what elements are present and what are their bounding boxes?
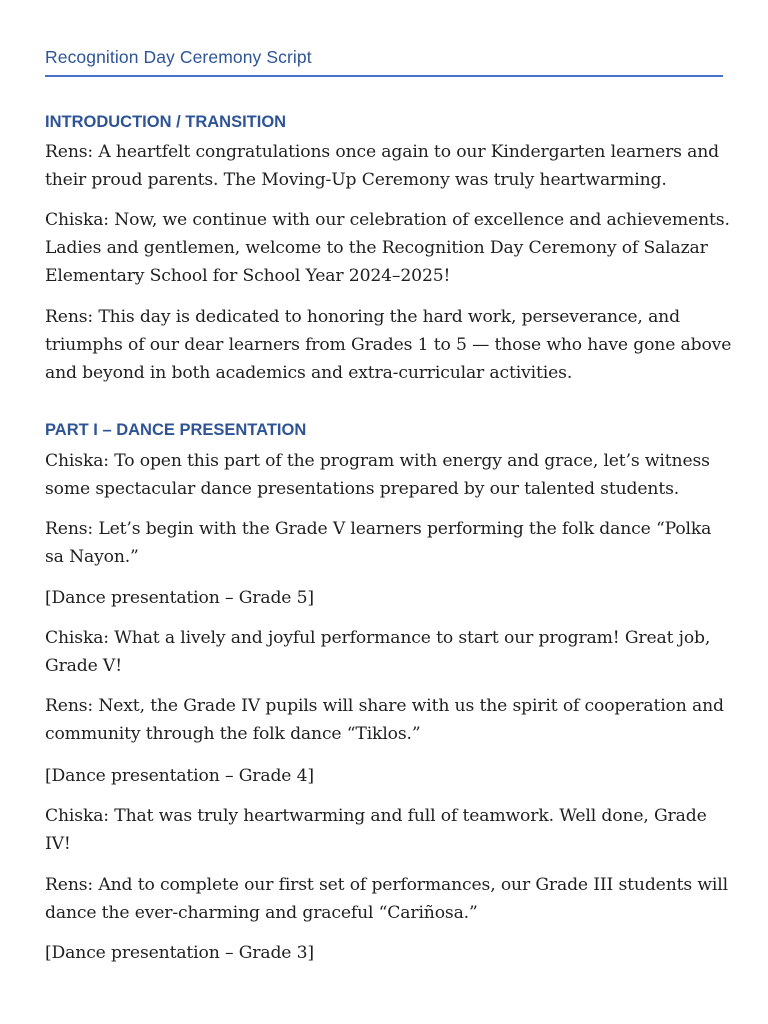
stage-direction-grade-4: [Dance presentation – Grade 4]	[45, 766, 314, 786]
section-heading-introduction: INTRODUCTION / TRANSITION	[45, 113, 287, 131]
paragraph-dance-1: Chiska: To open this part of the program with energy and grace, let’s witness some spectacular dance presentations prepared by our talented students.	[45, 451, 710, 499]
paragraph-dance-4: Rens: Next, the Grade IV pupils will share with us the spirit of cooperation and community through the folk dance “Tiklos.”	[45, 696, 724, 744]
document-title: Recognition Day Ceremony Script	[45, 47, 312, 67]
paragraph-dance-6: Rens: And to complete our first set of performances, our Grade III students will dance the ever-charming and graceful “Cariñosa.”	[45, 875, 728, 923]
stage-direction-grade-5: [Dance presentation – Grade 5]	[45, 588, 314, 608]
paragraph-intro-1: Rens: A heartfelt congratulations once again to our Kindergarten learners and their proud parents. The Moving-Up Ceremony was truly heartwarming.	[45, 142, 720, 190]
paragraph-intro-3: Rens: This day is dedicated to honoring the hard work, perseverance, and triumphs of our dear learners from Grades 1 to 5 — those who have gone above and beyond in both academics and extra-curricular activities.	[45, 307, 732, 383]
stage-direction-grade-3: [Dance presentation – Grade 3]	[45, 943, 314, 963]
section-heading-dance: PART I – DANCE PRESENTATION	[45, 421, 307, 439]
paragraph-dance-5: Chiska: That was truly heartwarming and full of teamwork. Well done, Grade IV!	[45, 806, 707, 854]
paragraph-intro-2: Chiska: Now, we continue with our celebration of excellence and achievements. Ladies and gentlemen, welcome to the Recognition Day Ceremony of Salazar Elementary School for School Year 2024–2025!	[45, 210, 730, 286]
paragraph-dance-2: Rens: Let’s begin with the Grade V learners performing the folk dance “Polka sa Nayon.”	[45, 519, 712, 567]
paragraph-dance-3: Chiska: What a lively and joyful performance to start our program! Great job, Grade V!	[45, 628, 711, 676]
title-underline	[45, 75, 723, 77]
